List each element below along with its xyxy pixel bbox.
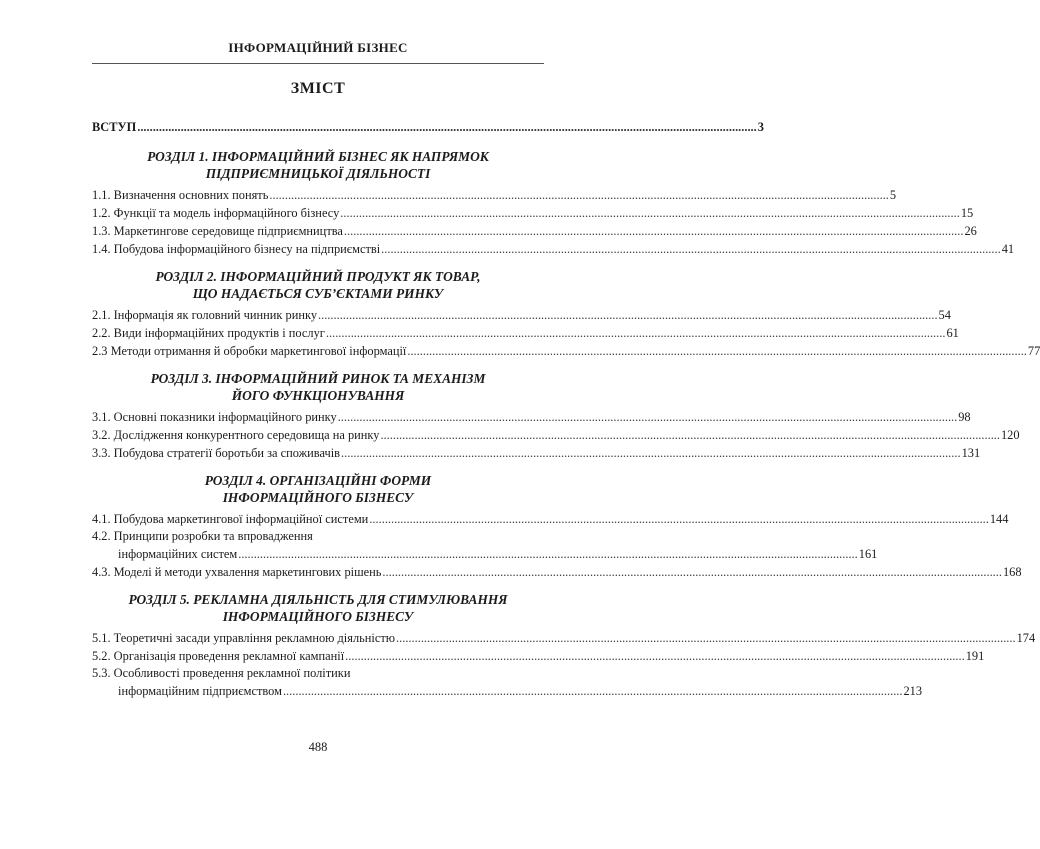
section-heading — [92, 370, 544, 404]
dot-leader: ........................................................................................................................................................................................................ — [396, 631, 1016, 645]
page-number: 488 — [308, 740, 328, 754]
toc-entry-text: 1.3. Маркетингове середовище підприємництва — [92, 224, 343, 238]
toc-entry-text-cont: інформаційних систем — [118, 547, 238, 561]
toc-entry — [92, 186, 897, 204]
toc-section — [92, 591, 1036, 700]
toc-entry-page: 61 — [946, 326, 959, 340]
toc-entry-text: 3.2. Дослідження конкурентного середовища на ринку — [92, 428, 380, 442]
toc-entry — [92, 342, 1040, 360]
toc-section — [92, 268, 1040, 360]
toc-entry-text: 3.1. Основні показники інформаційного ринку — [92, 410, 337, 424]
section-heading-line: РОЗДІЛ 4. ОРГАНІЗАЦІЙНІ ФОРМИ — [204, 473, 432, 488]
toc-entry-text: 1.2. Функції та модель інформаційного бізнесу — [92, 206, 340, 220]
toc-entry-text: 5.2. Організація проведення рекламної кампанії — [92, 649, 345, 663]
toc-sections — [92, 148, 1040, 700]
toc-entry-page: 168 — [1002, 565, 1022, 579]
toc-entry-text: 5.3. Особливості проведення рекламної політики — [92, 666, 351, 680]
section-heading — [92, 591, 544, 625]
section-heading-line: РОЗДІЛ 2. ІНФОРМАЦІЙНИЙ ПРОДУКТ ЯК ТОВАР, — [155, 269, 481, 284]
toc-entry — [92, 510, 1009, 528]
section-heading-line: РОЗДІЛ 5. РЕКЛАМНА ДІЯЛЬНІСТЬ ДЛЯ СТИМУЛЮВАННЯ — [128, 592, 508, 607]
toc-section — [92, 148, 1015, 258]
toc-entry-page: 191 — [965, 649, 985, 663]
toc-entry-continuation — [92, 682, 923, 700]
toc-entry-text: 2.3 Методи отримання й обробки маркетингової інформації — [92, 344, 407, 358]
toc-entry — [92, 204, 974, 222]
section-heading-line: РОЗДІЛ 1. ІНФОРМАЦІЙНИЙ БІЗНЕС ЯК НАПРЯМОК — [147, 149, 489, 164]
toc-entry-page: 54 — [938, 308, 951, 322]
dot-leader: ........................................................................................................................................................................................................ — [325, 326, 946, 340]
toc-entry-text: 4.1. Побудова маркетингової інформаційної системи — [92, 512, 369, 526]
toc-section — [92, 370, 1020, 462]
dot-leader: ........................................................................................................................................................................................................ — [137, 120, 757, 134]
toc-entry-page: 213 — [903, 684, 923, 698]
toc-entry — [92, 629, 1036, 647]
dot-leader: ........................................................................................................................................................................................................ — [343, 224, 964, 238]
toc-entry — [92, 240, 1015, 258]
dot-leader: ........................................................................................................................................................................................................ — [238, 547, 858, 561]
dot-leader: ........................................................................................................................................................................................................ — [269, 188, 889, 202]
toc-entry — [92, 222, 977, 240]
dot-leader: ........................................................................................................................................................................................................ — [282, 684, 903, 698]
toc-entry-page: 120 — [1000, 428, 1020, 442]
toc-entry — [92, 665, 923, 700]
section-heading-line: ЙОГО ФУНКЦІОНУВАННЯ — [231, 388, 405, 403]
section-heading-line: ІНФОРМАЦІЙНОГО БІЗНЕСУ — [222, 490, 414, 505]
toc-title: ЗМІСТ — [290, 80, 346, 97]
toc-entry-page: 98 — [958, 410, 971, 424]
toc-entry — [92, 528, 878, 563]
dot-leader: ........................................................................................................................................................................................................ — [382, 565, 1002, 579]
toc-entry-text: 2.1. Інформація як головний чинник ринку — [92, 308, 318, 322]
toc-entry — [92, 444, 981, 462]
toc-entry-text-cont: інформаційним підприємством — [118, 684, 282, 698]
dot-leader: ........................................................................................................................................................................................................ — [340, 206, 960, 220]
dot-leader: ........................................................................................................................................................................................................ — [380, 428, 1000, 442]
toc-entry — [92, 408, 971, 426]
toc-entry-continuation — [92, 545, 878, 563]
toc-entry-page: 15 — [960, 206, 974, 220]
toc-section — [92, 472, 1022, 581]
section-heading-line: ІНФОРМАЦІЙНОГО БІЗНЕСУ — [222, 609, 414, 624]
toc-entry — [92, 426, 1020, 444]
toc-entry-page: 41 — [1001, 242, 1015, 256]
toc-entry-text: 4.3. Моделі й методи ухвалення маркетингових рішень — [92, 565, 382, 579]
dot-leader: ........................................................................................................................................................................................................ — [337, 410, 958, 424]
dot-leader: ........................................................................................................................................................................................................ — [407, 344, 1027, 358]
toc-entry-page: 144 — [989, 512, 1009, 526]
toc-entry-page: 77 — [1027, 344, 1040, 358]
toc-entry — [92, 306, 951, 324]
toc-entry-text: 1.1. Визначення основних понять — [92, 188, 269, 202]
section-heading — [92, 268, 544, 302]
toc-entry-text: ВСТУП — [92, 120, 137, 134]
toc-entry — [92, 563, 1022, 581]
toc-entry-page: 5 — [889, 188, 897, 202]
dot-leader: ........................................................................................................................................................................................................ — [341, 446, 961, 460]
header-rule — [92, 63, 544, 64]
toc-entry-text: 3.3. Побудова стратегії боротьби за споживачів — [92, 446, 341, 460]
toc-entry-intro — [92, 118, 764, 136]
toc-entry-text: 4.2. Принципи розробки та впровадження — [92, 529, 313, 543]
section-heading-line: РОЗДІЛ 3. ІНФОРМАЦІЙНИЙ РИНОК ТА МЕХАНІЗМ — [150, 371, 486, 386]
toc-entry-page: 174 — [1016, 631, 1036, 645]
dot-leader: ........................................................................................................................................................................................................ — [381, 242, 1001, 256]
dot-leader: ........................................................................................................................................................................................................ — [318, 308, 938, 322]
section-heading-line: ЩО НАДАЄТЬСЯ СУБ’ЄКТАМИ РИНКУ — [192, 286, 444, 301]
dot-leader: ........................................................................................................................................................................................................ — [345, 649, 965, 663]
toc-entry-text: 1.4. Побудова інформаційного бізнесу на підприємстві — [92, 242, 381, 256]
toc-entry-page: 161 — [858, 547, 878, 561]
toc-entry-page: 3 — [757, 120, 764, 134]
toc-entry-text: 2.2. Види інформаційних продуктів і послуг — [92, 326, 325, 340]
section-heading — [92, 472, 544, 506]
toc-entry — [92, 647, 985, 665]
running-header: ІНФОРМАЦІЙНИЙ БІЗНЕС — [228, 40, 408, 55]
dot-leader: ........................................................................................................................................................................................................ — [369, 512, 989, 526]
toc-entry — [92, 324, 959, 342]
section-heading — [92, 148, 544, 182]
table-of-contents — [92, 118, 1040, 710]
toc-entry-text: 5.1. Теоретичні засади управління рекламною діяльністю — [92, 631, 396, 645]
section-heading-line: ПІДПРИЄМНИЦЬКОЇ ДІЯЛЬНОСТІ — [205, 166, 431, 181]
toc-entry-page: 131 — [961, 446, 981, 460]
toc-entry-page: 26 — [964, 224, 977, 238]
